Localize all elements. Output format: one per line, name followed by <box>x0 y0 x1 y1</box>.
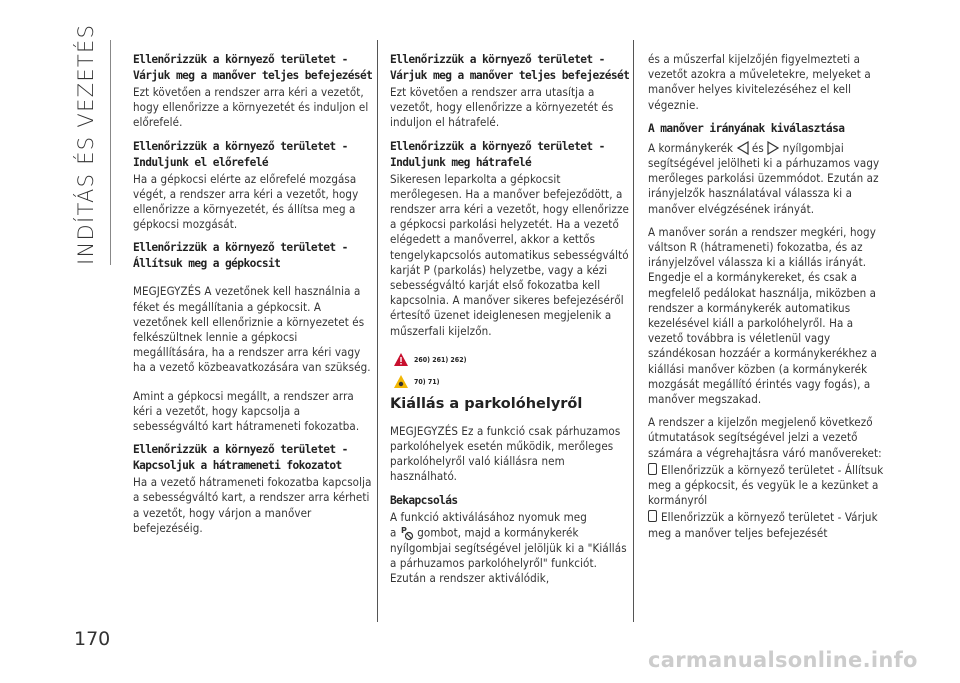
heading: Ellenőrizzük a környező területet - Kapcsoljuk a hátrameneti fokozatot <box>133 443 348 473</box>
column-1 <box>133 52 373 544</box>
paragraph: A manőver során a rendszer megkéri, hogy váltson R (hátrameneti) fokozatba, és az irányjelzővel válassza ki a kiállás irányát. Engedje el a kormánykereket, és csak a megfelelő pedálokat használja, miközben a rendszer a kormánykerék automatikus kezelésével kiáll a parkolóhelyről. Ha a vezető továbbra is véletlenül vagy szándékosan hozzáér a kormánykerékhez a kiállási manőver közben (a kormánykerék mozgását megállító érintés vagy fogás), a manőver megszakad. <box>648 224 877 407</box>
column-divider <box>377 40 378 622</box>
heading: Ellenőrizzük a környező területet - Várjuk meg a manőver teljes befejezését <box>390 53 630 82</box>
list-item <box>648 463 888 509</box>
chapter-divider <box>110 40 111 265</box>
paragraph: Ezt követően a rendszer arra kéri a vezetőt, hogy ellenőrizze a környezetét és induljon el előrefelé. <box>133 85 369 130</box>
warning-refs: 260) 261) 262) <box>414 355 467 364</box>
text: nyílgombjai segítségével jelölheti ki a párhuzamos vagy merőleges parkolási üzemmódot. Ezután az irányjelzők használatával válassza ki a manőver elvégzésének irányát. <box>648 140 880 216</box>
text: A funkció aktiválásához nyomuk meg <box>390 509 587 524</box>
list-item-text: Ellenőrizzük a környező területet - Várjuk meg a manőver teljes befejezését <box>648 510 878 540</box>
paragraph: Amint a gépkocsi megállt, a rendszer arra kéri a vezetőt, hogy kapcsolja a sebességváltó kart hátrameneti fokozatba. <box>133 388 360 434</box>
heading: Bekapcsolás <box>390 493 458 507</box>
paragraph: A rendszer a kijelzőn megjelenő következő útmutatások segítségével jelzi a vezető számára a végrehajtásra váró manővereket: <box>648 415 882 460</box>
left-arrow-icon <box>737 141 749 155</box>
text: a <box>390 525 397 540</box>
parking-button-icon <box>400 525 414 541</box>
heading: Ellenőrizzük a környező területet - Induljunk el előrefelé <box>133 139 348 169</box>
watermark: carmanualsonline.info <box>648 648 918 672</box>
paragraph <box>648 141 888 217</box>
list-item <box>648 510 888 540</box>
heading: Ellenőrizzük a környező területet - Állítsuk meg a gépkocsit <box>133 241 348 271</box>
chapter-title: INDÍTÁS ÉS VEZETÉS <box>74 23 98 265</box>
column-divider <box>633 40 634 622</box>
bullet-icon <box>648 510 657 522</box>
paragraph: Ha a gépkocsi elérte az előrefelé mozgása végét, a rendszer arra kéri a vezetőt, hogy ellenőrizze a környezetét, és állítsa meg a gépkocsi mozgását. <box>133 171 359 232</box>
bullet-icon <box>648 463 657 475</box>
note-paragraph: MEGJEGYZÉS A vezetőnek kell használnia a féket és megállítania a gépkocsit. A vezetőnek kell ellenőriznie a környezetet és felkészültnek lennie a gépkocsi megállítására, ha a rendszer arra kéri vagy ha a vezető közbeavatkozására van szükség. <box>133 284 371 375</box>
paragraph <box>390 510 630 587</box>
column-2 <box>390 52 630 594</box>
list-item-text: Ellenőrizzük a környező területet - Állítsuk meg a gépkocsit, és vegyük le a kezünket a kormányról <box>648 462 884 508</box>
caution-refs: 70) 71) <box>414 377 440 386</box>
text: gombot, majd a kormánykerék nyílgombjai segítségével jelöljük ki a "Kiállás a párhuzamos parkolóhelyről" funkciót. Ezután a rendszer aktiválódik, <box>390 525 627 586</box>
page-number: 170 <box>74 628 111 650</box>
heading: Ellenőrizzük a környező területet - Induljunk meg hátrafelé <box>390 139 605 169</box>
column-3 <box>648 52 888 543</box>
section-title: Kiállás a parkolóhelyről <box>390 395 583 412</box>
text: A kormánykerék <box>648 140 734 155</box>
warning-reference <box>394 352 630 368</box>
paragraph: Ha a vezető hátrameneti fokozatba kapcsolja a sebességváltó kart, a rendszer arra kérheti a vezetőt, hogy várjon a manőver befejezéséig. <box>133 475 372 535</box>
text: és <box>751 140 764 155</box>
right-arrow-icon <box>767 141 779 155</box>
caution-hand-icon <box>394 375 408 388</box>
note-paragraph: MEGJEGYZÉS Ez a funkció csak párhuzamos parkolóhelyek esetén működik, merőleges parkolóhelyről való kiállásra nem használható. <box>390 423 621 484</box>
heading: Ellenőrizzük a környező területet - Várjuk meg a manőver teljes befejezését <box>133 53 373 82</box>
heading: A manőver irányának kiválasztása <box>648 121 845 135</box>
svg-text:P: P <box>400 525 407 535</box>
caution-reference <box>394 374 630 390</box>
paragraph: és a műszerfal kijelzőjén figyelmezteti a vezetőt azokra a műveletekre, melyeket a manőver helyes kivitelezéséhez el kell végeznie. <box>648 52 871 112</box>
paragraph: Sikeresen leparkolta a gépkocsit merőlegesen. Ha a manőver befejeződött, a rendszer arra kéri a vezetőt, hogy ellenőrizze a gépkocsi parkolási helyzetét. Ha a vezető elégedett a manőverrel, akkor a kettős tengelykapcsolós automatikus sebességváltó karját P (parkolás) helyzetbe, vagy a kézi sebességváltó karját első fokozatba kell kapcsolnia. A manőver sikeres befejezéséről értesítő üzenet ideiglenesen megjelenik a műszerfali kijelzőn. <box>390 171 629 338</box>
warning-triangle-icon <box>394 353 408 366</box>
paragraph: Ezt követően a rendszer arra utasítja a vezetőt, hogy ellenőrizze a környezetét és induljon el hátrafelé. <box>390 85 614 130</box>
